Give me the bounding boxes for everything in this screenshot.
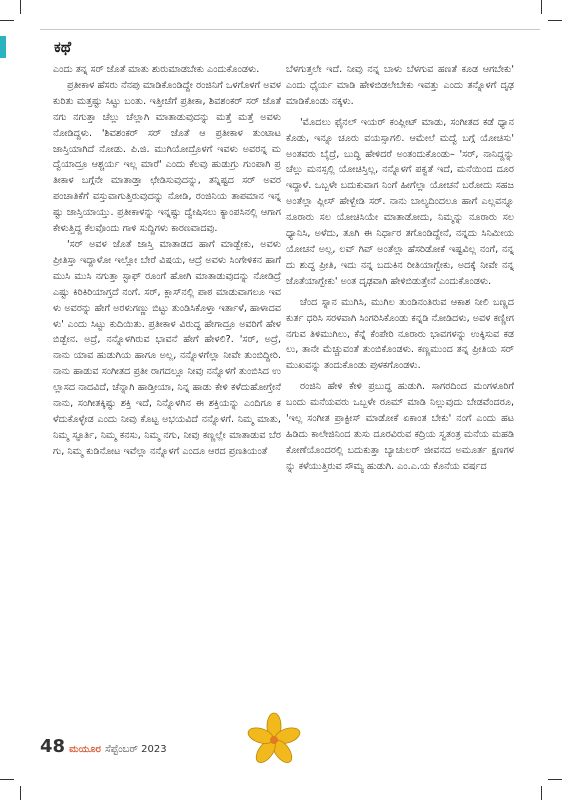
section-accent-bar <box>0 36 6 58</box>
paragraph: 'ಮೊದಲು ಫೈನಲ್ ಇಯರ್ ಕಂಪ್ಲೀಟ್ ಮಾಡು, ಸಂಗೀತದ ಕಡೆ ಧ್ಯಾನ ಕೊಡು, ಇನ್ನೂ ಚೂರು ವಯಸ್ಸಾಗಲಿ. ಆಮೇಲೆ ಮದ್ವೆ ಬಗ್ಗೆ ಯೋಚಿಸು' ಅಂತವರು ಬೈದ್ರೆ, ಬುದ್ಧಿ ಹೇಳಿದರೆ ಅಂತಂದುಕೊಂಡು– 'ಸರ್, ನಾನಿದ್ದನ್ನು ಚೆಲ್ಲು ಮನಸ್ಸಲ್ಲಿ ಯೋಚಿಸ್ತಿಲ್ಲ, ನನ್ನೊಳಗೆ ಪಕ್ವತೆ ಇದೆ, ಮನೆಯಿಂದ ದೂರ ಇದ್ದಾಳೆ. ಒಬ್ಬಳೇ ಬದುಕುವಾಗ ನಿಂಗೆ ಹೀಗೆಲ್ಲಾ ಯೋಚನೆ ಬರೋದು ಸಹಜ ಅಂತೆಲ್ಲಾ ಪ್ಲೀಸ್ ಹೇಳ್ಬೇಡಿ ಸರ್. ನಾನು ಬಾಲ್ಯದಿಂದಲೂ ಹಾಗೆ ಎಲ್ಲವನ್ನೂ ನೂರಾರು ಸಲ ಯೋಚಿಸಿಯೇ ಮಾತಾಡೋದು, ನಿಮ್ಮನ್ನು ನೂರಾರು ಸಲ ಧ್ಯಾನಿಸಿ, ಅಳೆದು, ತೂಗಿ ಈ ನಿರ್ಧಾರ ತಗೊಂಡಿದ್ದೇನೆ, ನನ್ನದು ಸಿನಿಮೀಯ ಯೋಚನೆ ಅಲ್ಲ, ಲವ್ ಗಿವ್ ಅಂತೆಲ್ಲಾ ಹೆಸರಿಡೋಕೆ ಇಷ್ಟವಿಲ್ಲ ನಂಗೆ, ನನ್ನದು ಶುದ್ಧ ಪ್ರೀತಿ, ಇದು ನನ್ನ ಬದುಕಿನ ರೀತಿಯಾಗ್ಬೇಕು, ಅದಕ್ಕೆ ನೀವೇ ನನ್ನ ಜೊತೆಯಾಗ್ಬೇಕು' ಅಂತ ದೃಢವಾಗಿ ಹೇಳಿಬಿಡುತ್ತೇನೆ ಎಂದುಕೊಂಡಳು. <box>286 116 514 287</box>
magazine-name: ಮಯೂರ <box>69 744 101 755</box>
page-number: 48 <box>40 736 66 757</box>
crop-mark <box>541 786 542 800</box>
paragraph: ರಂಜಿನಿ ಹೇಳಿ ಕೇಳಿ ಪ್ರಬುದ್ಧ ಹುಡುಗಿ. ಸಾಗರದಿಂದ ಮಂಗಳೂರಿಗೆ ಬಂದು ಮನೆಯವರು ಒಬ್ಬಳೇ ರೂಮ್ ಮಾಡಿ ನಿಲ್ಲುವುದು ಬೇಡವೆಂದರೂ, 'ಇಲ್ಲ ಸಂಗೀತ ಪ್ರಾಕ್ಟೀಸ್ ಮಾಡೋಕೆ ಏಕಾಂತ ಬೇಕು' ನಂಗೆ ಎಂದು ಹಟಹಿಡಿದು ಕಾಲೇಜಿನಿಂದ ತುಸು ದೂರವಿರುವ ಕದ್ರಿಯ ಸ್ವತಂತ್ರ ಮನೆಯ ಮಹಡಿ ಕೋಣೆಯೊಂದರಲ್ಲಿ ಬದುಕುತ್ತಾ ಬ್ಯಾಚುಲರ್ ಜೀವನದ ಅಮೂರ್ತ ಕ್ಷಣಗಳನ್ನು ಕಳೆಯುತ್ತಿರುವ ಸೌಮ್ಯ ಹುಡುಗಿ. ಎಂ.ಎ.ಯ ಕೊನೆಯ ವರ್ಷದ <box>286 381 514 472</box>
crop-mark <box>548 779 562 780</box>
flower-ornament-icon <box>246 712 302 768</box>
crop-mark <box>20 0 21 14</box>
crop-mark <box>20 786 21 800</box>
paragraph: ಬೆಳಗುತ್ತಲೇ ಇದೆ. ನೀವು ನನ್ನ ಬಾಳು ಬೆಳಗುವ ಹಣತೆ ಕೂಡ ಆಗಬೇಕು' ಎಂದು ಧೈರ್ಯ ಮಾಡಿ ಹೇಳಿಬಿಡಲೇಬೇಕು ಇವತ್ತು ಎಂದು ತನ್ನೊಳಗೆ ದೃಢ ಮಾಡಿಕೊಂಡು ನಕ್ಕಳು. <box>286 64 514 107</box>
crop-mark <box>0 20 14 21</box>
article-column-right <box>286 62 514 475</box>
article-column-left <box>53 62 281 460</box>
crop-mark <box>541 0 542 14</box>
paragraph: 'ಸರ್ ಅವಳ ಜೊತೆ ಜಾಸ್ತಿ ಮಾತಾಡದ ಹಾಗೆ ಮಾಡ್ಬೇಕು, ಅವಳು ಪ್ರೀತಿಸ್ತಾ ಇದ್ದಾಳೋ ಇಲ್ಲೋ ಬೇರೆ ವಿಷಯ, ಆದ್ರೆ ಅವಳು ಸಿಂಗೇಳಿಕನ ಹಾಗೆ ಮುಸಿ ಮುಸಿ ನಗುತ್ತಾ ಸ್ಟಾಫ್ ರೂಂಗೆ ಹೋಗಿ ಮಾತಾಡುವುದನ್ನು ನೋಡಿದ್ರೆ ಎಷ್ಟು ಕಿರಿಕಿರಿಯಾಗ್ತದೆ ನಂಗೆ. ಸರ್, ಕ್ಲಾಸ್‌ನಲ್ಲಿ ಪಾಠ ಮಾಡುವಾಗಲೂ ಇವಳು ಅವರನ್ನು ಹೇಗೆ ಅರಳುಗಣ್ಣು ಬಿಟ್ಟು ತುಂಡಿಸಿಕೊಳ್ತಾ ಇರ್ತಾಳೆ, ಹಾಳಾದವಳು' ಎಂದು ಸಿಟ್ಟು ಕುದಿಯಿತು. ಪ್ರತೀಕಾಳ ವಿರುದ್ಧ ಹೇಗಾದ್ರೂ ಅವರಿಗೆ ಹೇಳಬಿಡ್ಬೇನ. ಅದ್ರೆ, ನನ್ನೊಳಗಿರುವ ಭಾವನೆ ಹೇಗೆ ಹೇಳಲಿ?. 'ಸರ್, ಅದ್ರೆ, ನಾನು ಯಾವ ಹುಡುಗಿಯ ಹಾಗೂ ಅಲ್ಲ, ನನ್ನೊಳಗೆಲ್ಲಾ ನೀವೇ ತುಂಬಿದ್ದೀರಿ. ನಾನು ಹಾಡುವ ಸಂಗೀತದ ಪ್ರತೀ ರಾಗದಲ್ಲೂ ನೀವು ನನ್ನೊಳಗೆ ತುಂಬಿಸಿದ ಉಲ್ಲಾಸದ ನಾದವಿದೆ, ಚೆನ್ನಾಗಿ ಹಾಡ್ತೀಯಾ, ನಿನ್ನ ಹಾಡು ಕೇಳಿ ಕಳೆದುಹೋಗ್ತೇನೆ ನಾನು, ಸಂಗೀತಕ್ಕಿಷ್ಟು ಶಕ್ತಿ ಇದೆ, ನಿನ್ನೊಳಗಿನ ಈ ಶಕ್ತಿಯನ್ನು ಎಂದಿಗೂ ಕಳೆದುಕೊಳ್ಳೇಡ ಎಂದು ನೀವು ಕೊಟ್ಟ ಅಭಯವಿದೆ ನನ್ನೊಳಗೆ. ನಿಮ್ಮ ಮಾತು, ನಿಮ್ಮ ಸ್ಫೂರ್ತಿ, ನಿಮ್ಮ ಕನಸು, ನಿಮ್ಮ ನಗು, ನೀವು ಕಣ್ಣಲ್ಲೇ ಮಾತಾಡುವ ಬೆರಗು, ನಿಮ್ಮ ಕುಡಿನೋಟ ಇವೆಲ್ಲಾ ನನ್ನೊಳಗೆ ಎಂದೂ ಆರದ ಪ್ರಣತಿಯಂತೆ <box>53 238 281 457</box>
paragraph: ಚೆಂದ ಸ್ನಾನ ಮುಗಿಸಿ, ಮುಗಿಲ ತುಂಡಿನಂತಿರುವ ಆಕಾಶ ನೀಲಿ ಬಣ್ಣದ ಕುರ್ತ ಧರಿಸಿ ಸರಳವಾಗಿ ಸಿಂಗರಿಸಿಕೊಂಡು ಕನ್ನಡಿ ನೋಡಿದಳು, ಅವಳ ಕಣ್ಣೀಗ ನಗುವ ತಿಳಿಮುಗಿಲು, ಕೆನ್ನೆ ಕೆಂಪೇರಿ ನೂರಾರು ಭಾವಗಳನ್ನು ಉಕ್ಕಿಸುವ ಕಡಲು, ತಾನೇ ಮೆಚ್ಚುವಂತೆ ತುಂಬಿಕೊಂಡಳು. ಕಣ್ಣಮುಂದ ತನ್ನ ಪ್ರೀತಿಯ ಸರ್ ಮುಖವನ್ನು ತಂದುಕೊಂಡು ಪುಳಕಗೊಂಡಳು. <box>286 296 514 372</box>
issue-date: ಸೆಪ್ಟೆಂಬರ್ 2023 <box>104 744 167 755</box>
section-title: ಕಥೆ <box>54 38 72 56</box>
paragraph: ಪ್ರತೀಕಾಳ ಹೆಸರು ನೆನಪು ಮಾಡಿಕೊಂಡಿದ್ದೇ ರಂಜಿನಿಗೆ ಒಳಗೊಳಗೆ ಅವಳ ಕುರಿತು ಮತ್ತಷ್ಟು ಸಿಟ್ಟು ಬಂತು. ಇತ್ತೀಚೆಗೆ ಪ್ರತೀಕಾ, ಶಿವಶಂಕರ್ ಸರ್ ಜೊತೆ ನಗು ನಗುತ್ತಾ ಚೆಲ್ಲು ಚೆಲ್ಲಾಗಿ ಮಾತಾಡುವುದನ್ನು ಮತ್ತೆ ಮತ್ತೆ ಅವಳು ನೋಡಿದ್ದಳು. 'ಶಿವಶಂಕರ್ ಸರ್ ಜೊತೆ ಆ ಪ್ರತೀಕಾಳ ತುಂಟಾಟ ಜಾಸ್ತಿಯಾಗಿದೆ ನೋಡು. ಪಿ.ಜಿ. ಮುಗಿಯೋದ್ರೊಳಗೆ ಇವಳು ಅವರನ್ನ ಮದ್ವೆಯಾದ್ರೂ ಆಶ್ಚರ್ಯ ಇಲ್ಲ ಮಾರೆ' ಎಂದು ಕೆಲವು ಹುಡುಗ್ರು ಗುಂಪಾಗಿ ಪ್ರತೀಕಾಳ ಬಗ್ಗೆನೇ ಮಾತಾಡ್ತಾ ಛೇಡಿಸುವುದನ್ನು, ತನ್ನಿಷ್ಟದ ಸರ್ ಅವರ ಪಂಚಾತಿಕೆಗೆ ವಸ್ತುವಾಗುತ್ತಿರುವುದನ್ನು ನೋಡಿ, ರಂಜಿನಿಯ ತಾಪಮಾನ ಇನ್ನಷ್ಟು ಜಾಸ್ತಿಯಾಯ್ತು. ಪ್ರತೀಕಾಳನ್ನು ಇನ್ನಷ್ಟು ದ್ವೇಷಿಸಲು ಕ್ಯಾಂಪಸಿನಲ್ಲಿ ಆಗಾಗ ಕೇಳುತ್ತಿದ್ದ ಕೆಲವೊಂದು ಗಾಳಿ ಸುದ್ದಿಗಳು ಕಾರಣವಾದವು. <box>53 79 281 235</box>
crop-mark <box>0 779 14 780</box>
crop-mark <box>548 20 562 21</box>
paragraph: ಎಂದು ತನ್ನ ಸರ್ ಜೊತೆ ಮಾತು ಶುರುಮಾಡಬೇಕು ಎಂದುಕೊಂಡಳು. <box>53 64 260 75</box>
header-divider <box>40 29 540 30</box>
page-footer <box>40 737 167 757</box>
